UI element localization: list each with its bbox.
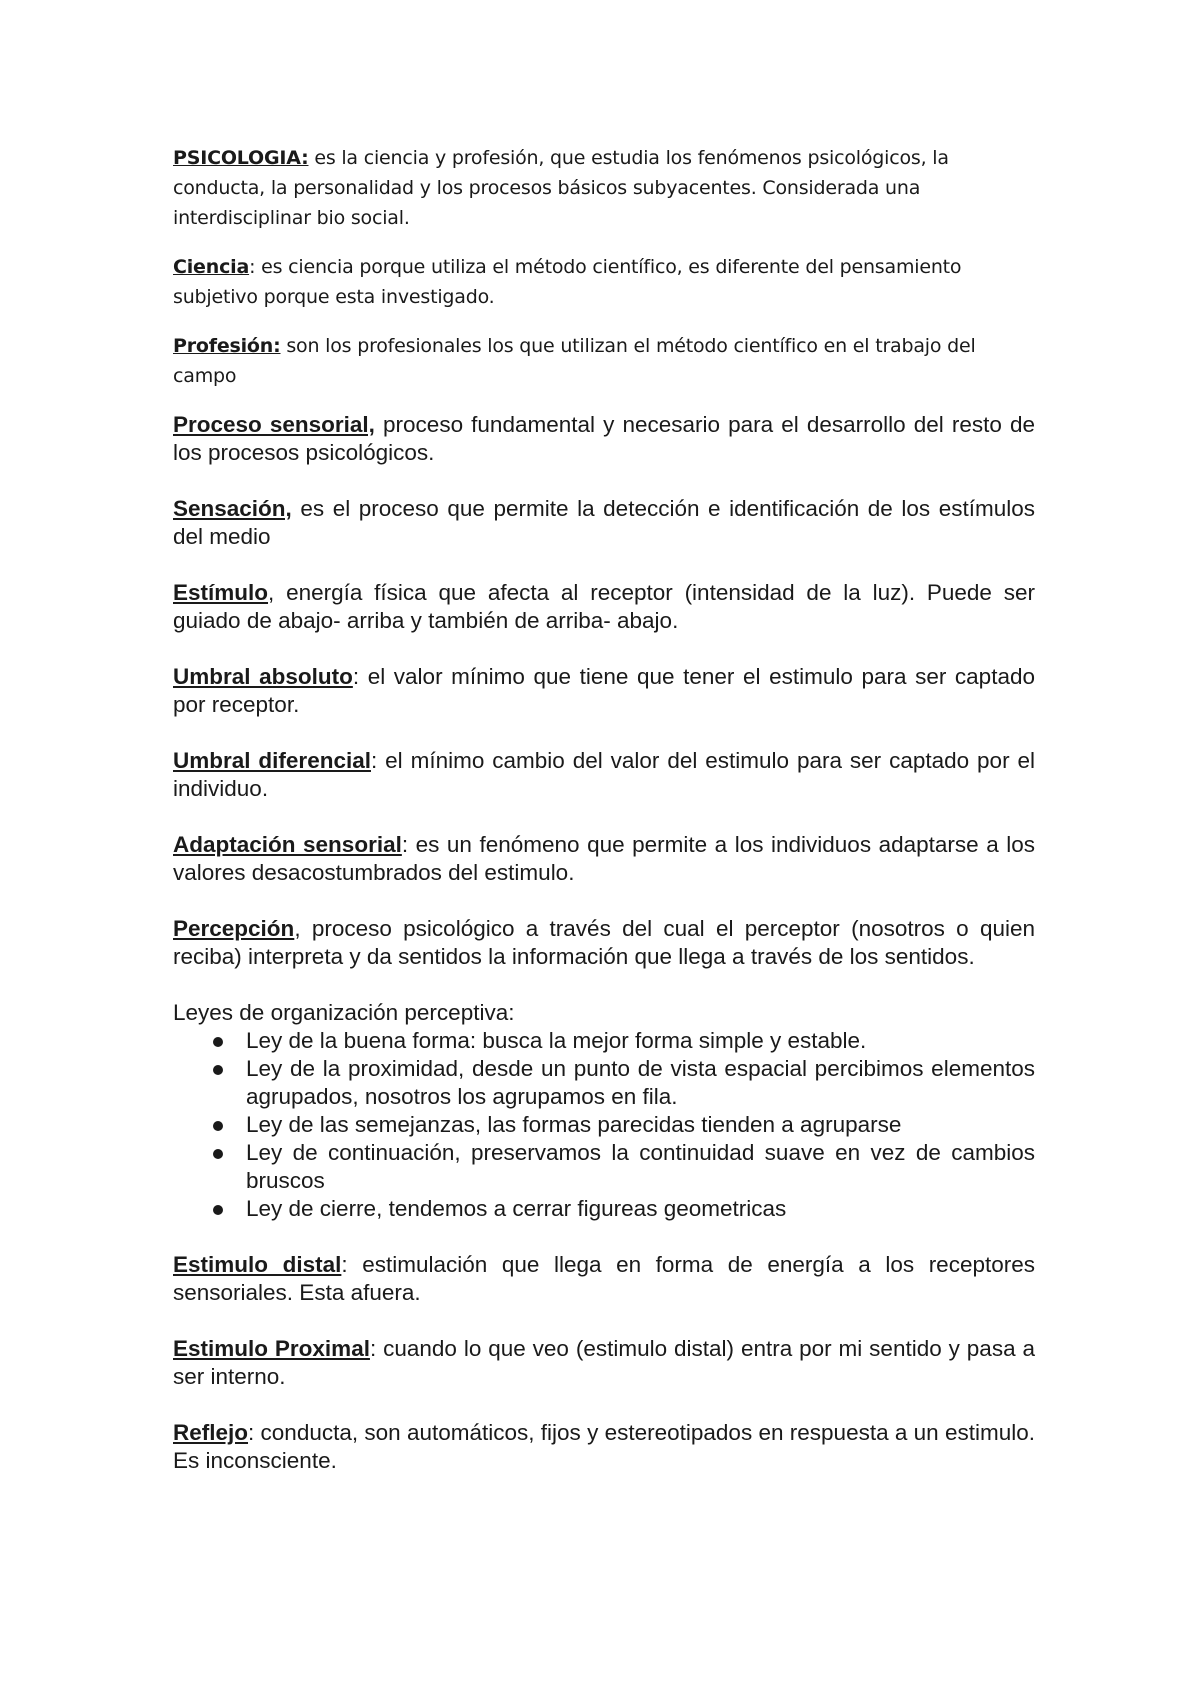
- definition-percepcion: [173, 915, 1035, 971]
- definition-text: , proceso psicológico a través del cual el perceptor (nosotros o quien reciba) interpreta y da sentidos la información que llega a través de los sentidos.: [173, 916, 1035, 969]
- definition-text: : es ciencia porque utiliza el método científico, es diferente del pensamiento subjetivo porque esta investigado.: [173, 256, 962, 308]
- list-item-text: Ley de continuación, preservamos la continuidad suave en vez de cambios bruscos: [246, 1140, 1035, 1193]
- definition-estimulo-distal: [173, 1251, 1035, 1307]
- laws-intro: Leyes de organización perceptiva:: [173, 1000, 515, 1025]
- term-umbral-absoluto: Umbral absoluto: [173, 664, 353, 689]
- term-umbral-diferencial: Umbral diferencial: [173, 748, 371, 773]
- document-page: [173, 143, 1035, 1475]
- term-profesion: Profesión:: [173, 335, 281, 357]
- list-item-text: Ley de la proximidad, desde un punto de vista espacial percibimos elementos agrupados, nosotros los agrupamos en fila.: [246, 1056, 1035, 1109]
- term-estimulo: Estímulo: [173, 580, 269, 605]
- definition-text: : el mínimo cambio del valor del estimulo para ser captado por el individuo.: [173, 748, 1035, 801]
- bullet-icon: [213, 1065, 223, 1075]
- term-ciencia: Ciencia: [173, 256, 250, 278]
- bullet-icon: [213, 1121, 223, 1131]
- list-item-text: Ley de cierre, tendemos a cerrar figureas geometricas: [246, 1196, 787, 1221]
- list-item-text: Ley de la buena forma: busca la mejor forma simple y estable.: [246, 1028, 867, 1053]
- term-percepcion: Percepción: [173, 916, 295, 941]
- bullet-icon: [213, 1149, 223, 1159]
- laws-list: [173, 1027, 1035, 1223]
- term-estimulo-distal: Estimulo distal: [173, 1252, 342, 1277]
- list-item: [173, 1139, 1035, 1195]
- list-item: [173, 1055, 1035, 1111]
- term-proceso-sensorial: Proceso sensorial,: [173, 412, 375, 437]
- definition-profesion: [173, 331, 1035, 391]
- definition-adaptacion-sensorial: [173, 831, 1035, 887]
- definition-ciencia: [173, 252, 1035, 312]
- definition-text: es el proceso que permite la detección e identificación de los estímulos del medio: [173, 496, 1035, 549]
- definition-estimulo-proximal: [173, 1335, 1035, 1391]
- list-item: [173, 1027, 1035, 1055]
- definition-umbral-absoluto: [173, 663, 1035, 719]
- definition-text: : cuando lo que veo (estimulo distal) entra por mi sentido y pasa a ser interno.: [173, 1336, 1035, 1389]
- list-item: [173, 1195, 1035, 1223]
- term-sensacion: Sensación,: [173, 496, 292, 521]
- definition-text: : es un fenómeno que permite a los individuos adaptarse a los valores desacostumbrados del estimulo.: [173, 832, 1036, 885]
- definition-text: : conducta, son automáticos, fijos y estereotipados en respuesta a un estimulo. Es inconsciente.: [173, 1420, 1035, 1473]
- definition-reflejo: [173, 1419, 1035, 1475]
- definition-psicologia: [173, 143, 1035, 233]
- term-reflejo: Reflejo: [173, 1420, 249, 1445]
- definition-estimulo: [173, 579, 1035, 635]
- bullet-icon: [213, 1037, 223, 1047]
- definition-text: , energía física que afecta al receptor (intensidad de la luz). Puede ser guiado de abajo- arriba y también de arriba- abajo.: [173, 580, 1035, 633]
- definition-text: : estimulación que llega en forma de energía a los receptores sensoriales. Esta afuera.: [173, 1252, 1035, 1305]
- list-item: [173, 1111, 1035, 1139]
- definition-proceso-sensorial: [173, 411, 1035, 467]
- definition-text: es la ciencia y profesión, que estudia los fenómenos psicológicos, la conducta, la personalidad y los procesos básicos subyacentes. Considerada una interdisciplinar bio social.: [173, 147, 949, 229]
- term-estimulo-proximal: Estimulo Proximal: [173, 1336, 370, 1361]
- definition-text: proceso fundamental y necesario para el desarrollo del resto de los procesos psicológicos.: [173, 412, 1035, 465]
- definition-text: : el valor mínimo que tiene que tener el estimulo para ser captado por receptor.: [173, 664, 1035, 717]
- definition-text: son los profesionales los que utilizan el método científico en el trabajo del campo: [173, 335, 976, 387]
- term-adaptacion-sensorial: Adaptación sensorial: [173, 832, 402, 857]
- definition-sensacion: [173, 495, 1035, 551]
- list-item-text: Ley de las semejanzas, las formas parecidas tienden a agruparse: [246, 1112, 902, 1137]
- term-psicologia: PSICOLOGIA:: [173, 147, 309, 169]
- bullet-icon: [213, 1205, 223, 1215]
- definition-umbral-diferencial: [173, 747, 1035, 803]
